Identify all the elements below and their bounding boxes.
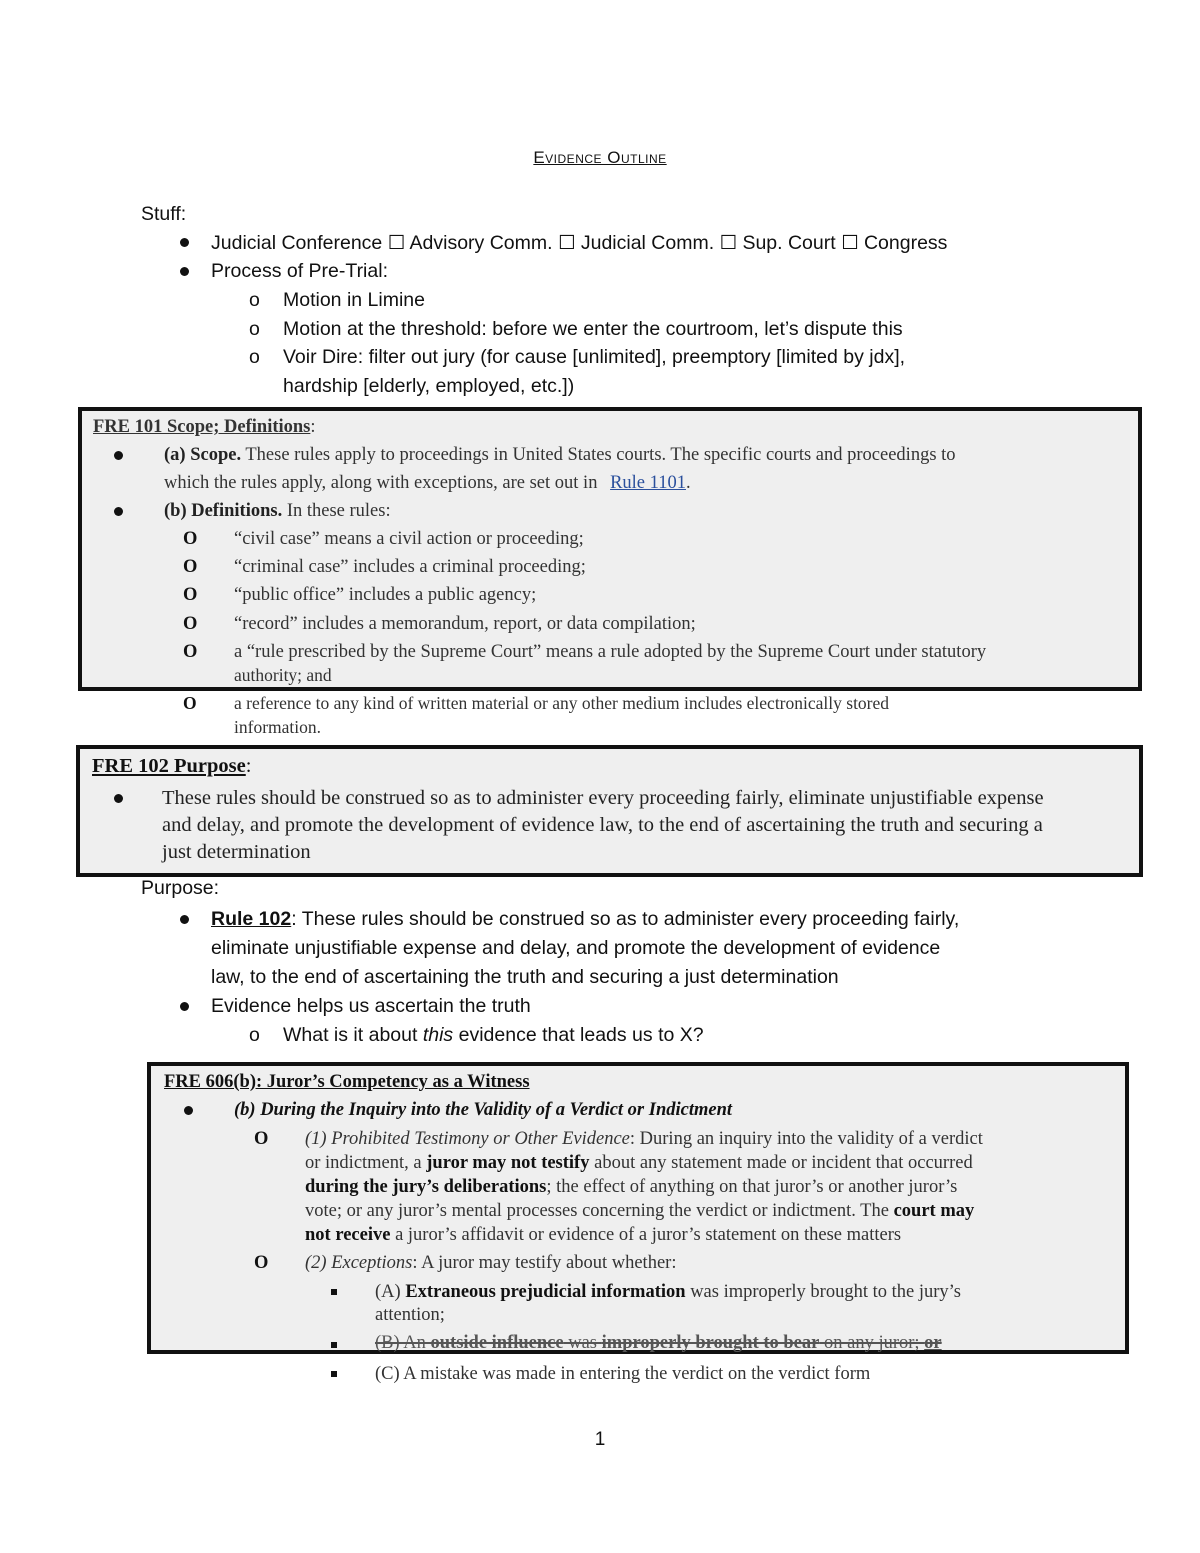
page-number: 1 [594, 1429, 606, 1450]
stuff-sub-item: Motion in Limine [283, 289, 425, 311]
document-title: Evidence Outline [533, 148, 667, 167]
fre102-text-line: These rules should be construed so as to administer every proceeding fairly, eliminate unjustifiable expense [162, 787, 1044, 809]
purpose-rule-line: law, to the end of ascertaining the truth and securing a just determination [211, 966, 839, 988]
bullet-icon [180, 267, 189, 276]
stuff-sub-item: Voir Dire: filter out jury (for cause [unlimited], preemptory [limited by jdx], [283, 346, 906, 368]
fre101-scope-line: (a) Scope. These rules apply to proceedings in United States courts. The specific courts and proceedings to [164, 445, 956, 465]
sub-bullet-icon: o [249, 346, 260, 368]
bullet-icon [114, 507, 123, 516]
fre101-overflow-def: a reference to any kind of written material or any other medium includes electronically stored [234, 693, 890, 713]
fre101-def-item: “criminal case” includes a criminal proceeding; [234, 557, 586, 577]
bullet-icon [180, 915, 189, 924]
fre102-text-line: and delay, and promote the development of evidence law, to the end of ascertaining the truth and securing a [162, 814, 1043, 836]
fre101-scope-line: which the rules apply, along with exceptions, are set out in Rule 1101. [164, 473, 691, 493]
o-bullet-icon: O [183, 585, 198, 605]
fre606-p1-line: not receive a juror’s affidavit or evidence of a juror’s statement on these matters [305, 1225, 902, 1245]
o-bullet-icon: O [183, 614, 198, 634]
bullet-icon [184, 1106, 193, 1115]
fre101-def-item: a “rule prescribed by the Supreme Court” means a rule adopted by the Supreme Court under statutory [234, 642, 987, 662]
sub-bullet-icon: o [249, 1024, 260, 1046]
stuff-sub-item: Motion at the threshold: before we enter the courtroom, let’s dispute this [283, 318, 903, 340]
fre606-subheading: (b) During the Inquiry into the Validity of a Verdict or Indictment [234, 1100, 733, 1120]
square-bullet-icon [331, 1371, 337, 1377]
rule-1101-link[interactable]: Rule 1101 [610, 473, 686, 493]
fre606-p2-line: (2) Exceptions: A juror may testify about whether: [305, 1253, 677, 1273]
fre606-p1-line: or indictment, a juror may not testify about any statement made or incident that occurred [305, 1153, 973, 1173]
fre101-def-item: “record” includes a memorandum, report, or data compilation; [234, 614, 696, 634]
o-bullet-icon: O [254, 1253, 269, 1273]
sub-bullet-icon: o [249, 318, 260, 340]
sub-bullet-icon: o [249, 289, 260, 311]
o-bullet-icon: O [183, 557, 198, 577]
fre606-exception-a: (A) Extraneous prejudicial information was improperly brought to the jury’s [375, 1282, 961, 1302]
square-bullet-icon [331, 1342, 337, 1348]
square-bullet-icon [331, 1289, 337, 1295]
fre101-def-item: “civil case” means a civil action or proceeding; [234, 529, 584, 549]
bullet-icon [180, 1002, 189, 1011]
fre101-def-item-continued: authority; and [234, 665, 332, 685]
bullet-icon [180, 238, 189, 247]
o-bullet-icon: O [183, 529, 198, 549]
purpose-rule-line: eliminate unjustifiable expense and delay, and promote the development of evidence [211, 937, 941, 959]
fre606-exception-c: (C) A mistake was made in entering the verdict on the verdict form [375, 1364, 871, 1384]
fre101-def-item: “public office” includes a public agency; [234, 585, 537, 605]
stuff-label: Stuff: [141, 203, 187, 225]
o-bullet-icon: O [254, 1129, 269, 1149]
purpose-sub-item: What is it about this evidence that leads us to X? [283, 1024, 704, 1046]
fre606-exception-b: (B) An outside influence was improperly brought to bear on any juror; or [375, 1333, 942, 1353]
o-bullet-icon: O [183, 642, 198, 662]
fre102-text-line: just determination [162, 841, 311, 863]
fre102-heading: FRE 102 Purpose: [92, 755, 252, 777]
fre101-heading: FRE 101 Scope; Definitions: [93, 417, 316, 437]
purpose-item: Evidence helps us ascertain the truth [211, 995, 531, 1017]
o-bullet-icon: O [183, 693, 197, 713]
fre101-definitions-line: (b) Definitions. In these rules: [164, 501, 391, 521]
fre606-p1-line: vote; or any juror’s mental processes concerning the verdict or indictment. The court may [305, 1201, 975, 1221]
bullet-icon [114, 451, 123, 460]
bullet-icon [114, 794, 123, 803]
stuff-sub-item-continued: hardship [elderly, employed, etc.]) [283, 375, 575, 397]
purpose-label: Purpose: [141, 877, 220, 899]
fre606-heading: FRE 606(b): Juror’s Competency as a Witness [164, 1072, 530, 1092]
fre101-overflow-def-continued: information. [234, 717, 321, 737]
stuff-item-chain: Judicial Conference ☐ Advisory Comm. ☐ Judicial Comm. ☐ Sup. Court ☐ Congress [211, 232, 948, 254]
stuff-item-pretrial: Process of Pre-Trial: [211, 260, 388, 282]
fre606-p1-line: (1) Prohibited Testimony or Other Evidence: During an inquiry into the validity of a verdict [305, 1129, 983, 1149]
purpose-rule-line: Rule 102: These rules should be construed so as to administer every proceeding fairly, [211, 908, 960, 930]
fre606-exception-a-continued: attention; [375, 1305, 445, 1325]
fre606-p1-line: during the jury’s deliberations; the effect of anything on that juror’s or another juror’s [305, 1177, 958, 1197]
